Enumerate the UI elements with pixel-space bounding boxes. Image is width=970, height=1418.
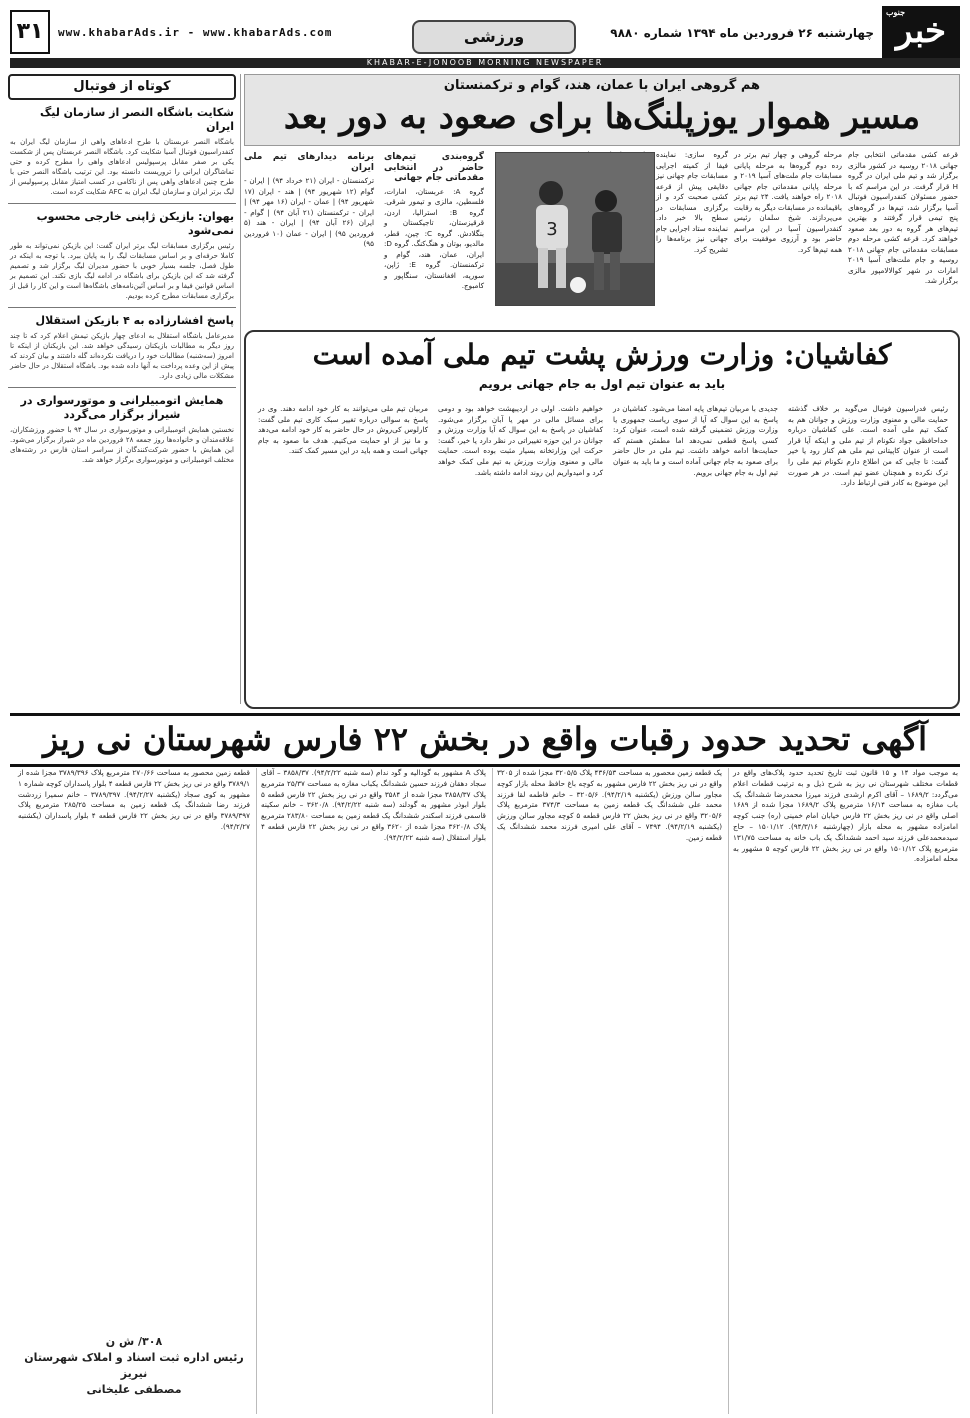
page-number: ۳۱ (10, 10, 50, 54)
story-column: رئیس فدراسیون فوتبال می‌گوید بر خلاف گذشته حمایت مالی و معنوی وزارت ورزش و جوانان هم به کمک تیم ملی آمده است. علی کفاشیان درباره خداحافظی جواد نکونام از تیم ملی و اینکه آیا قرار است از عنوان کاپیتانی تیم ملی هم کنار رود یا خیر گفت: تا جایی که من اطلاع دارم نکونام تیم ملی را ترک نکرده و همچنان عضو تیم است. در هر صورت این موضوع به کادر فنی ارتباط دارد. (788, 404, 948, 488)
ad-column: به موجب مواد ۱۴ و ۱۵ قانون ثبت تاریخ تحدید حدود پلاک‌های واقع در قطعات مختلف شهرستان نی ریز به شرح ذیل و به ترتیب قطعات اعلام می‌گردد: ۱۶۸۹/۲ – آقای اکرم ارشدی فرزند میرزا محمدرضا ششدانگ یک باب مغازه به مساحت ۱۶/۱۴ مترمربع پلاک ۱۶۸۹/۲ مجزا شده از ۱۶۸۹ اصلی واقع در نی ریز بخش ۲۲ فارس خیابان امام خمینی (ره) جنب کوچه امامزاده مشهور به محله بازار (چهارشنبه ۹۴/۳/۱۶). ۱۵۰۱/۱۲ – حاج سیدمحمدعلی فرزند سید احمد ششدانگ یک باب خانه به مساحت ۱۳۱/۷۵ مترمربع پلاک ۱۵۰۱/۱۲ واقع در نی ریز بخش ۲۲ فارس کوچه ۵ مشهور به محله امامزاده. (728, 768, 958, 1414)
story-subtitle: باید به عنوان تیم اول به جام جهانی برویم (478, 377, 726, 391)
story-column: مربیان تیم ملی می‌توانند به کار خود ادامه دهند. وی در پاسخ به سوالی درباره تغییر سبک کاری تیم ملی گفت: کارلوس کی‌روش در حال حاضر به کار خود ادامه می‌دهد و ما نیز از او حمایت می‌کنیم. هدف ما صعود به جام جهانی است و همه باید در این مسیر کمک کنند. (258, 404, 428, 456)
players-image (496, 153, 654, 305)
story-title: کفاشیان: وزارت ورزش پشت تیم ملی آمده است (312, 338, 892, 371)
lead-column: گروه سازی: نماینده فیفا از کمیته اجرایی مسابقات جام جهانی نیز دقایقی پیش از قرعه کشی صحبت کرد و از برگزاری مسابقات در سطح بالا خبر داد. نماینده ستاد اجرایی جام جهانی نیز برنامه‌ها را تشریح کرد. (656, 150, 728, 254)
ad-footer-office: رئیس اداره ثبت اسناد و املاک شهرستان نیریز (24, 1351, 244, 1380)
sidebar-item-body: رئیس برگزاری مسابقات لیگ برتر ایران گفت: این بازیکن نمی‌تواند به طور کاملا حرفه‌ای و بر اساس مسابقات لیگ را به پایان ببرد. با توجه به اینکه در طول فصل، جلسه بسیار خوبی با حضور مدیران لیگ برگزار شد و تصمیم گرفته شد که این بازیکن برای باشگاه در ادامه لیگ بازی نکند. این تصمیم بر اساس قوانین فیفا و بر اساس آئین‌نامه‌های باشگاه‌ها است و این کار را قبل از برگزاری مسابقات مطرح کرده بودیم. (10, 242, 234, 300)
schedule-column (244, 152, 374, 320)
divider (8, 307, 236, 308)
logo-text: خبر (895, 11, 947, 51)
schedule-title: برنامه دیدارهای تیم ملی ایران (244, 152, 374, 173)
story-column: خواهیم داشت. اولی در اردیبهشت خواهد بود و دومی برای مسائل مالی در مهر یا آبان برگزار می‌شود. کفاشیان در پاسخ به این سوال که آیا وزارت ورزش و جوانان در این حوزه تغییراتی در نظر دارد یا خیر، گفت: حرکت این وزارتخانه بسیار مثبت بوده است. حمایت مالی و معنوی وزارت ورزش به تیم ملی کمک خواهد کرد و امیدواریم این روند ادامه داشته باشد. (438, 404, 603, 477)
sidebar-item-title: همایش اتومبیلرانی و موتورسواری در شیراز برگزار می‌گردد (20, 394, 224, 421)
lead-story-header (244, 74, 960, 146)
sidebar-item-body: مدیرعامل باشگاه استقلال به ادعای چهار بازیکن تیمش اعلام کرد که تا چند روز دیگر به مطالبات بازیکنان رسیدگی خواهد شد. این بازیکنان از اینکه تا امروز (سه‌شنبه) مطالبات خود را دریافت نکرده‌اند گله داشتند و بیان کردند که پیش از این وعده پرداخت به آنها داده شده بود. باشگاه استقلال در حال حاضر مشکلات مالی زیادی دارد. (10, 332, 234, 380)
english-banner: KHABAR-E-JONOOB MORNING NEWSPAPER (10, 58, 960, 68)
issue-line: چهارشنبه ۲۶ فروردین ماه ۱۳۹۴ شماره ۹۸۸۰ (610, 26, 874, 40)
sidebar-header: کوتاه از فوتبال (8, 74, 236, 100)
sidebar (8, 74, 241, 704)
ad-column: پلاک A مشهور به گودالیه و گود ندام (سه شنبه ۹۴/۲/۲۲). ۳۸۵۸/۳۷ – آقای سجاد دهقان فرزند حسین ششدانگ یکباب مغازه به مساحت ۲۵/۳۷ مترمربع پلاک ۳۸۵۸/۳۷ مجزا شده از ۳۵۸۴ واقع در نی ریز بخش ۲۲ فارس قطعه ۵ بلوار ابوذر مشهور به گودلند (سه شنبه ۹۴/۲/۲۲). ۳۶۲۰/۸ – خانم سکینه قاسمی فرزند اسکندر ششدانگ یک قطعه زمین به مساحت ۲۸۳/۸۰ مترمربع پلاک ۳۶۲۰/۸ مجزا شده از ۳۶۲۰ واقع در نی ریز بخش ۲۲ فارس قطعه ۴ بلوار استقلال (سه شنبه ۹۴/۲/۲۲). (256, 768, 486, 1414)
section-tab: ورزشی (412, 20, 576, 54)
groups-text: گروه A: عربستان، امارات، فلسطین، مالزی و تیمور شرقی. گروه B: استرالیا، اردن، قرقیزستان، تاجیکستان و بنگلادش. گروه C: چین، قطر، مالدیو، بوتان و هنگ‌کنگ. گروه D: ایران، عمان، هند، گوام و ترکمنستان. گروه E: ژاپن، سوریه، افغانستان، سنگاپور و کامبوج. (384, 186, 484, 290)
masthead (10, 6, 960, 58)
website-urls: www.khabarAds.ir - www.khabarAds.com (58, 26, 333, 39)
sidebar-item-title: پاسخ افشارزاده به ۴ بازیکن استقلال (35, 314, 234, 327)
sidebar-item-title: شکایت باشگاه النصر از سازمان لیگ ایران (39, 106, 234, 133)
logo-subtext: جنوب (886, 7, 906, 17)
lead-column: قرعه کشی مقدماتی انتخابی جام جهانی ۲۰۱۸ روسیه در کشور مالزی برگزار شد و تیم ملی ایران در گروه H قرار گرفت. در این مراسم که با حضور مسئولان کنفدراسیون فوتبال آسیا برگزار شد، تیم‌ها در گروه‌های پنج تیمی قرار گرفتند و بهترین تیم‌های هر گروه به دور بعد صعود خواهند کرد. قرعه کشی مرحله دوم مسابقات مقدماتی جام جهانی ۲۰۱۸ روسیه و جام ملت‌های آسیا ۲۰۱۹ امارات در شهر کوالالامپور مالزی برگزار شد. (848, 150, 958, 285)
lead-column: مرحله گروهی و چهار تیم برتر در رده دوم گروه‌ها به مرحله پایانی مسابقات جام ملت‌های آسیا ۲۰۱۹ و مرحله پایانی مقدماتی جام جهانی ۲۰۱۸ راه خواهند یافت. ۲۴ تیم برتر باقیمانده در مسابقات دیگر به رقابت می‌پردازند. شیخ سلمان رئیس کنفدراسیون آسیا در این مراسم حاضر بود و آرزوی موفقیت برای همه تیم‌ها کرد. (734, 150, 842, 254)
groups-column (384, 152, 484, 320)
story-column: جدیدی با مربیان تیم‌های پایه امضا می‌شود. کفاشیان در پاسخ به این سوال که آیا از سوی ریاست جمهوری یا وزارت ورزش تضمینی گرفته شده است، عنوان کرد: کسی پاسخ قطعی نمی‌دهد اما مطمئن هستم که حمایت‌ها ادامه خواهد داشت. تیم ملی در حال حاضر برای صعود به جام جهانی آماده است و ما باید به عنوان تیم اول به جام جهانی برویم. (613, 404, 778, 477)
groups-title: گروه‌بندی تیم‌های حاضر در انتخابی مقدماتی جام جهانی (384, 152, 484, 183)
schedule-text: ترکمنستان - ایران (۲۱ خرداد ۹۴) | ایران - گوام (۱۲ شهریور ۹۴) | هند - ایران (۱۷ شهریور ۹۴) | عمان - ایران (۱۶ مهر ۹۴) | ایران - ترکمنستان (۲۱ آبان ۹۴) | گوام - ایران (۲۶ آبان ۹۴) | ایران - هند (۵ فروردین ۹۵) | ایران - عمان (۱۰ فروردین ۹۵) (244, 176, 375, 248)
newspaper-logo (882, 6, 960, 58)
ad-column-last (14, 768, 250, 1414)
ad-column: یک قطعه زمین محصور به مساحت ۴۳۶/۵۳ پلاک ۳۲۰۵/۵ مجزا شده از ۳۲۰۵ واقع در نی ریز بخش ۲۲ فارس مشهور به کوچه باغ حافظ محله بازار کوچه مجاور سالن ورزش (یکشنبه ۹۴/۲/۱۹). ۳۲۰۵/۶ – خانم فاطمه لقا فرزند محمد علی ششدانگ یک قطعه زمین به مساحت ۳۷۴/۳ مترمربع پلاک ۳۲۰۵/۶ واقع در نی ریز بخش ۲۲ فارس قطعه ۵ کوچه مجاور سالن ورزش (یکشنبه ۹۴/۲/۱۹). ۷۴۹۴ – آقای علی امیری فرزند محمد ششدانگ یک قطعه زمین. (492, 768, 722, 1414)
kafashian-story (244, 330, 960, 709)
svg-text:3: 3 (546, 219, 558, 240)
divider (8, 387, 236, 388)
lead-headline: مسیر هموار یوزپلنگ‌ها برای صعود به دور بعد (283, 97, 921, 137)
ad-title: آگهی تحدید حدود رقبات واقع در بخش ۲۲ فارس شهرستان نی ریز (10, 713, 960, 767)
football-photo (495, 152, 655, 306)
sidebar-item-body: نخستین همایش اتومبیلرانی و موتورسواری در سال ۹۴ با حضور ورزشکاران، علاقه‌مندان و خانواده‌ها روز جمعه ۲۸ فروردین ماه در شیراز برگزار می‌شود. این همایش با حضور شرکت‌کنندگان از سراسر استان فارس در رشته‌های مختلف اتومبیلرانی و موتورسواری برگزار خواهد شد. (10, 426, 234, 464)
sidebar-item-body: باشگاه النصر عربستان با طرح ادعاهای واهی از سازمان لیگ ایران به کنفدراسیون فوتبال آسیا شکایت کرد. باشگاه النصر عربستان پس از شکست یکی بر صفر مقابل پرسپولیس ادعاهای واهی را مطرح کرده و حتی تماشاگران ایرانی را تروریست دانسته بود. این ترتیب باشگاه النصر حتی با طرح چنین ادعاهای واهی پس از ناکامی در کسب امتیاز مقابل پرسپولیس از لیگ برتر ایران و سازمان لیگ ایران به AFC شکایت کرده است. (10, 138, 234, 196)
ad-footer (18, 1334, 250, 1398)
ad-footer-signature: مصطفی علیخانی (86, 1383, 182, 1396)
lead-kicker: هم گروهی ایران با عمان، هند، گوام و ترکمنستان (443, 78, 761, 93)
ad-footer-code: ۳۰۸/ ش ن (105, 1335, 163, 1348)
sidebar-item-title: بهوان: بازیکن ژاپنی خارجی محسوب نمی‌شود (36, 210, 234, 237)
ad-column-text: قطعه زمین محصور به مساحت ۲۷۰/۶۶ مترمربع پلاک ۳۷۸۹/۳۹۶ مجزا شده از ۳۷۸۹/۱ واقع در نی ریز بخش ۲۲ فارس قطعه ۴ بلوار پاسداران کوچه شماره ۱ مشهور به کوی سجاد (یکشنبه ۹۴/۲/۲۷). ۳۷۸۹/۳۹۷ – خانم سمیرا زردشت فرزند رضا ششدانگ یک قطعه زمین به مساحت ۲۸۵/۲۵ مترمربع پلاک ۳۷۸۹/۳۹۷ واقع در نی ریز بخش ۲۲ فارس قطعه ۴ بلوار پاسداران (یکشنبه ۹۴/۲/۲۷). (18, 768, 250, 831)
divider (8, 203, 236, 204)
groups-box (244, 152, 484, 322)
